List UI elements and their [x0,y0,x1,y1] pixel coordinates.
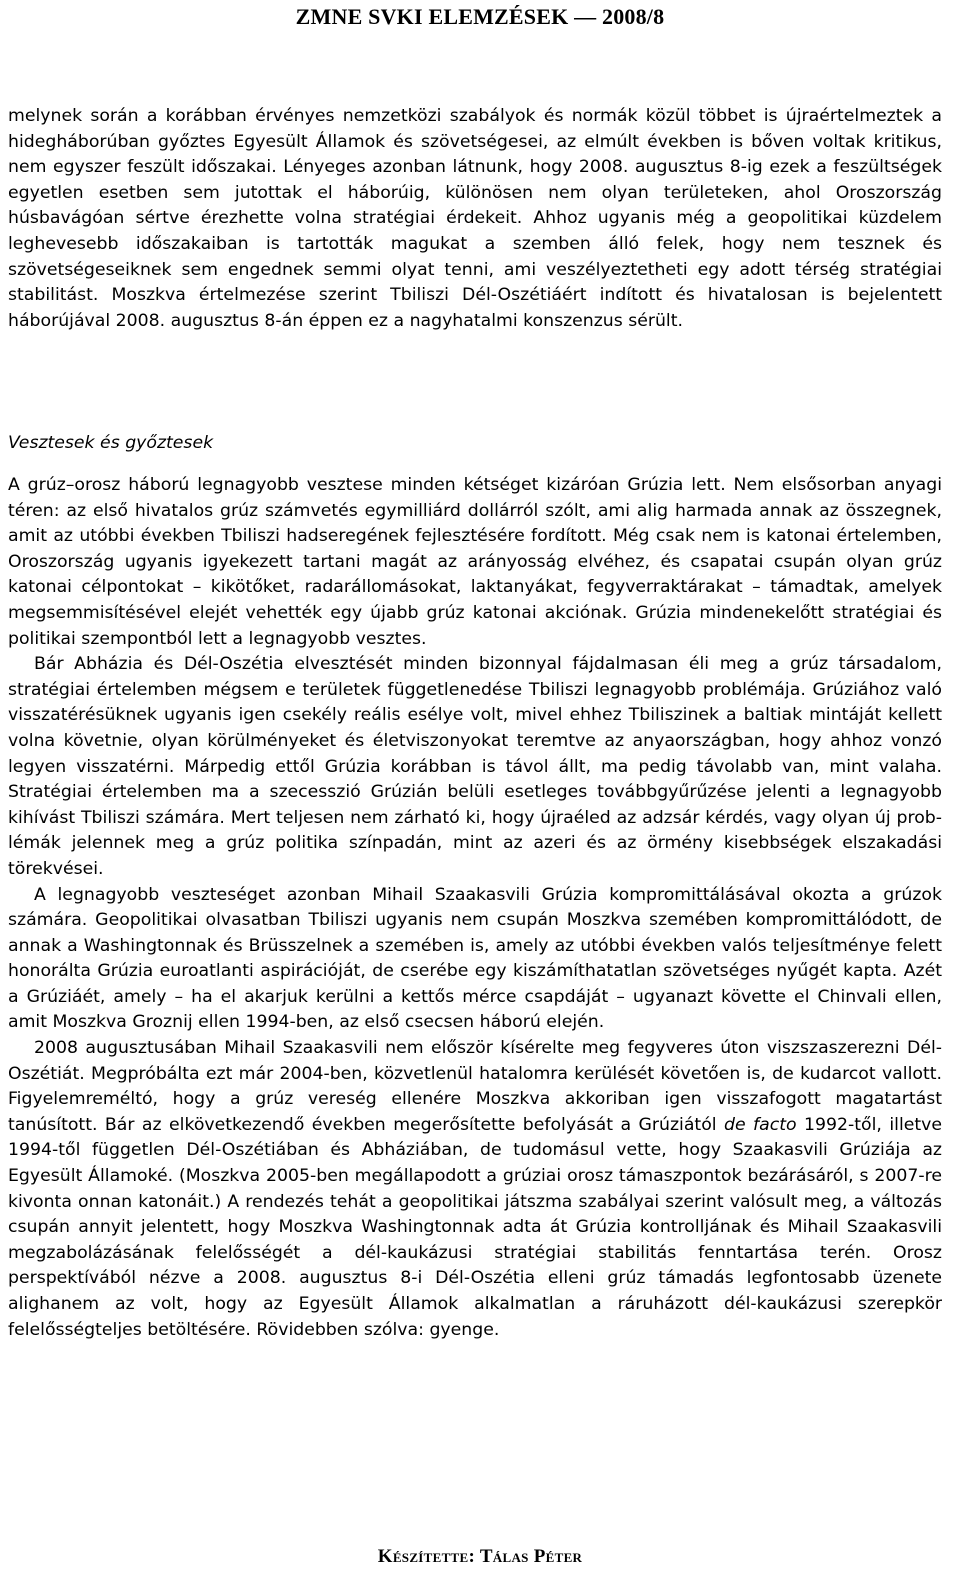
section-body [8,473,942,1343]
paragraph-4-part-a: 2008 augusztusában Mihail Szaakasvili nem először kísérelte meg fegyveres úton viszszaszerezni Dél-Oszétiát. Megpróbálta ezt már 2004-ben, közvetlenül hatalomra kerülését követően is, de kudarcot vallott. Figyelemreméltó, hogy a grúz vereség ellenére Moszkva akkoriban igen visszafogott magatartást tanúsított. Bár az elkövetkezendő években megerősítette befolyását a Grúziától [8,1038,942,1135]
page-header: ZMNE SVKI ELEMZÉSEK — 2008/8 [295,4,665,29]
paragraph-1: A grúz–orosz háború legnagyobb vesztese minden kétséget kizáróan Grúzia lett. Nem elsősorban anyagi téren: az első hivatalos grúz számvetés egymilliárd dollárról szólt, ami alig harmada annak az összegnek, amit az utóbbi években Tbiliszi hadseregének fejlesztésére fordított. Még csak nem is katonai értelemben, Oroszország ugyanis igyekezett tartani magát az arányosság elvéhez, és csapatai csupán olyan grúz katonai célpontokat – kikötőket, radarállomásokat, laktanyákat, fegyverraktárakat – támadtak, amelyek megsemmisítésével elejét vehették egy újabb grúz katonai akciónak. Grúzia mindenekelőtt stratégiai és politikai szempontból lett a legnagyobb vesztes. [8,475,942,649]
continuation-block [8,104,942,334]
paragraph-2: Bár Abházia és Dél-Oszétia elvesztését minden bizonnyal fájdalmasan éli meg a grúz társadalom, stratégiai értelemben mégsem e területek függetlenedése Tbiliszi legnagyobb problémája. Grúziához való visszatérésüknek ugyanis igen csekély reális esélye volt, mivel ehhez Tbiliszinek a baltiak mintáját kellett volna követnie, olyan körülményeket és életviszonyokat teremtve az anyaországban, hogy ahhoz vonzó legyen visszatérni. Márpedig ettől Grúzia korábban is távol állt, ma pedig távolabb van, mint valaha. Stratégiai értelemben ma a szecesszió Grúzián belüli esetleges továbbgyűrűzése jelenti a legnagyobb kihívást Tbiliszi számára. Mert teljesen nem zárható ki, hogy újraéled az adzsár kérdés, vagy olyan új problémák jelennek meg a grúz politika színpadán, mint az azeri és az örmény kisebbségek elszakadási törekvései. [8,654,942,879]
section-heading: Vesztesek és győztesek [8,433,214,453]
paragraph-4-part-b: 1992-től, illetve 1994-től független Dél-Oszétiában és Abháziában, de tudomásul vette, hogy Szaakasvili Grúziája az Egyesült Államoké. (Moszkva 2005-ben megállapodott a grúziai orosz támaszpontok bezárásáról, s 2007-re kivonta onnan katonáit.) A rendezés tehát a geopolitikai játszma szabályai szerint valósult meg, a változás csupán annyit jelentett, hogy Moszkva Washingtonnak adta át Grúzia kontrolljának és Mihail Szaakasvili megzabolázásának felelősségét a dél-kaukázusi stratégiai stabilitás fenntartása terén. Orosz perspektívából nézve a 2008. augusztus 8-i Dél-Oszétia elleni grúz támadás legfontosabb üzenete alighanem az volt, hogy az Egyesült Államok alkalmatlan a ráruházott dél-kaukázusi szerepkör felelősségteljes betöltésére. Rövidebben szólva: gyenge. [8,1114,943,1340]
continuation-paragraph: melynek során a korábban érvényes nemzetközi szabályok és normák közül többet is újraértelmeztek a hidegháborúban győztes Egyesült Államok és szövetségesei, az elmúlt években is bőven voltak kritikus, nem egyszer feszült időszakai. Lényeges azonban látnunk, hogy 2008. augusztus 8-ig ezek a feszültségek egyetlen esetben sem jutottak el háborúig, különösen nem olyan területeken, ahol Oroszország húsbavágóan sértve érezhette volna stratégiai érdekeit. Ahhoz ugyanis még a geopolitikai küzdelem leghevesebb időszakaiban is tartották magukat a szemben álló felek, hogy nem tesznek és szövetségeseiknek sem engednek semmi olyat tenni, ami veszélyeztetheti egy adott térség stratégiai stabilitást. Moszkva értelmezése szerint Tbiliszi Dél-Oszétiáért indított és hivatalosan is bejelentett háborújával 2008. augusztus 8-án éppen ez a nagyhatalmi konszenzus sérült. [8,106,942,331]
author-footer: Készítette: Tálas Péter [377,1546,583,1567]
paragraph-3: A legnagyobb veszteséget azonban Mihail Szaakasvili Grúzia kompromittálásával okozta a grúzok számára. Geopolitikai olvasatban Tbiliszi ugyanis nem csupán Moszkva szemében kompromittálódott, de annak a Washingtonnak és Brüsszelnek a szemében is, amely az utóbbi években valós teljesítménye felett honorálta Grúzia euroatlanti aspirációját, de cserébe egy kiszámíthatatlan szövetséges nyűgét kapta. Azét a Grúziáét, amely – ha el akarjuk kerülni a kettős mérce csapdáját – ugyanazt követte el Chinvali ellen, amit Moszkva Groznij ellen 1994-ben, az első csecsen háború elején. [8,884,942,1033]
paragraph-4 [8,1036,942,1343]
paragraph-4-emphasis: de facto [724,1114,797,1135]
